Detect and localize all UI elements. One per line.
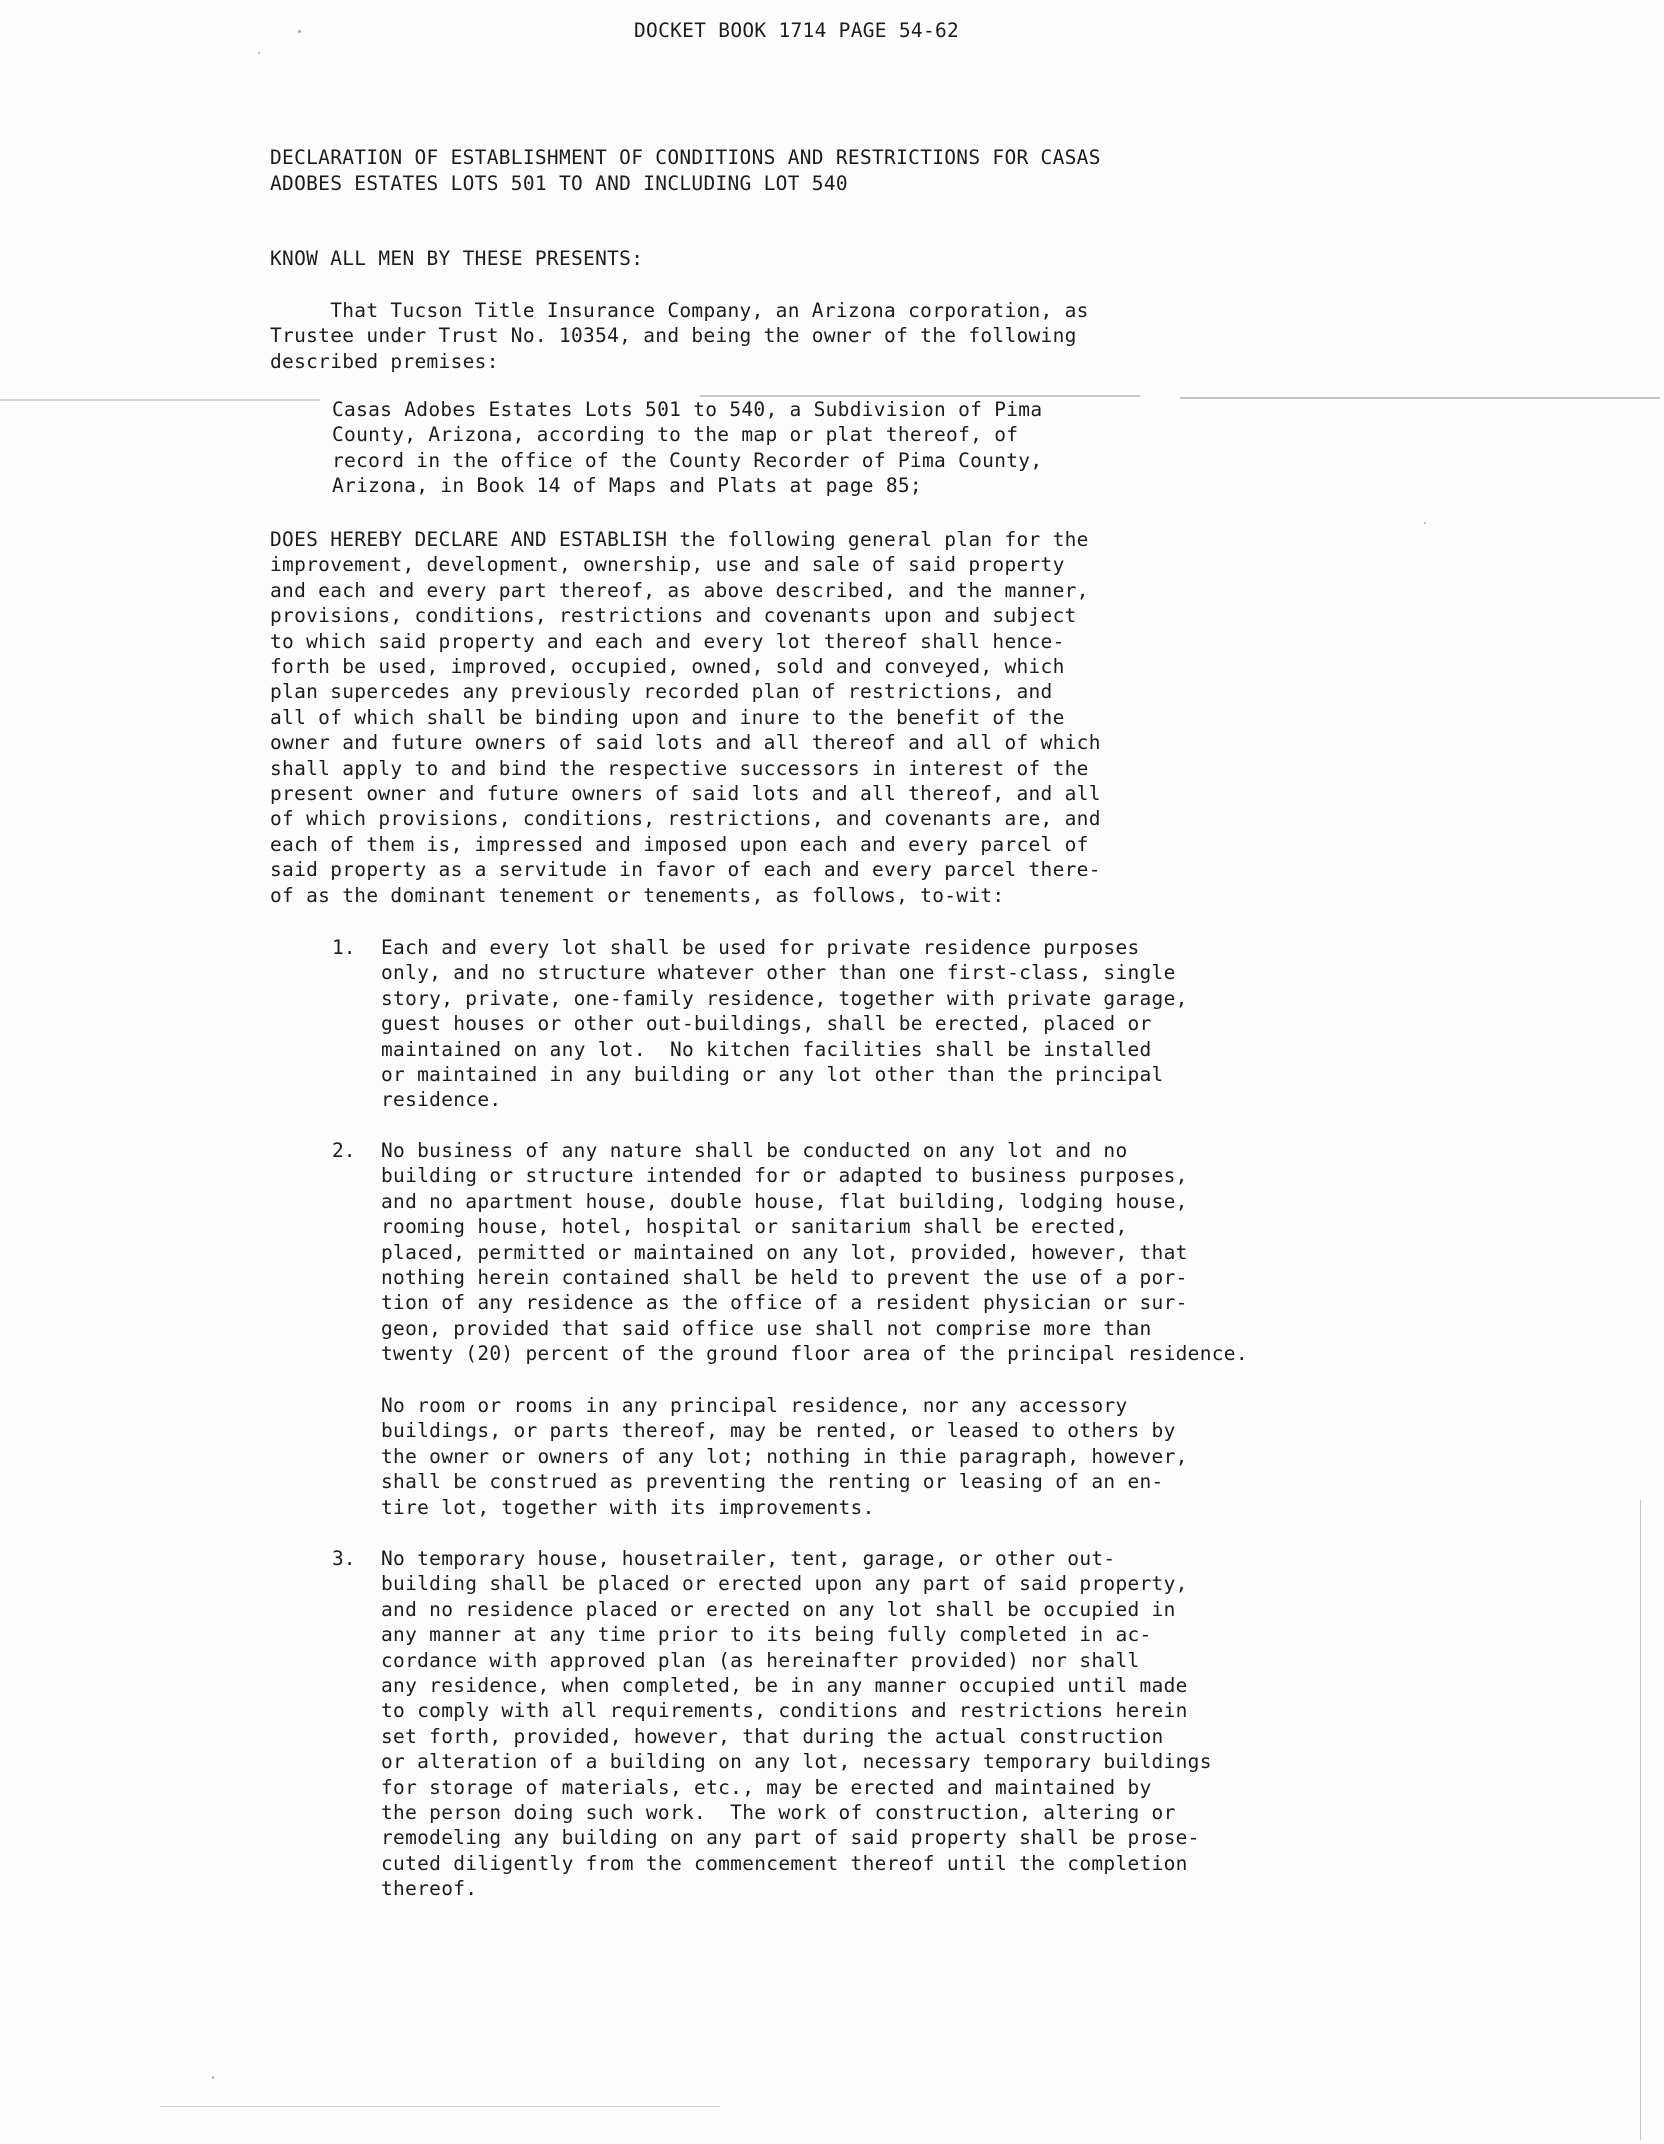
docket-header: DOCKET BOOK 1714 PAGE 54-62 [634, 19, 960, 42]
item-text: No temporary house, housetrailer, tent, garage, or other out- building shall be placed or erected upon any part of said property, and no residence placed or erected on any lot shall be occupied in any manner at any time prior to its being fully completed in ac- cordance with approved plan (as hereinafter provided) nor shall any residence, when completed, be in any manner occupied until made to comply with all requirements, conditions and restrictions herein set forth, provided, however, that during the actual construction or alteration of a building on any lot, necessary temporary buildings for storage of materials, etc., may be erected and maintained by the person doing such work. The work of construction, altering or remodeling any building on any part of said property shall be prose- cuted diligently from the commencement thereof until the completion thereof. [381, 1547, 1212, 1901]
item-number: 3. [332, 1547, 356, 1570]
scan-speck [212, 2076, 214, 2079]
item-text: No business of any nature shall be conducted on any lot and no building or structure intended for or adapted to business purposes, and no apartment house, double house, flat building, lodging house, rooming house, hotel, hospital or sanitarium shall be erected, placed, permitted or maintained on any lot, provided, however, that nothing herein contained shall be held to prevent the use of a por- tion of any residence as the office of a resident physician or sur- geon, provided that said office use shall not comprise more than twenty (20) percent of the ground floor area of the principal residence. [381, 1139, 1248, 1366]
item-number: 1. [332, 936, 356, 959]
scan-edge-right [1640, 1500, 1641, 2140]
scan-streak-bottom [160, 2106, 720, 2107]
premises-description: Casas Adobes Estates Lots 501 to 540, a Subdivision of Pima County, Arizona, according to the map or plat thereof, of record in the office of the County Recorder of Pima County, Arizona, in Book 14 of Maps and Plats at page 85; [332, 398, 1043, 498]
item-text: Each and every lot shall be used for private residence purposes only, and no structure whatever other than one first-class, single story, private, one-family residence, together with private garage, guest houses or other out-buildings, shall be erected, placed or maintained on any lot. No kitchen facilities shall be installed or maintained in any building or any lot other than the principal residence. [381, 936, 1188, 1112]
document-title-line-1: DECLARATION OF ESTABLISHMENT OF CONDITIONS AND RESTRICTIONS FOR CASAS [270, 146, 1101, 169]
scan-streak-left [0, 399, 320, 401]
intro-paragraph: That Tucson Title Insurance Company, an Arizona corporation, as Trustee under Trust No. 10354, and being the owner of the following described premises: [270, 299, 1089, 373]
scan-speck [258, 52, 260, 54]
declaration-paragraph: DOES HEREBY DECLARE AND ESTABLISH the following general plan for the improvement, development, ownership, use and sale of said property and each and every part thereof, as above described, and the manner, provisions, conditions, restrictions and covenants upon and subject to which said property and each and every lot thereof shall hence- forth be used, improved, occupied, owned, sold and conveyed, which plan supercedes any previously recorded plan of restrictions, and all of which shall be binding upon and inure to the benefit of the owner and future owners of said lots and all thereof and all of which shall apply to and bind the respective successors in interest of the present owner and future owners of said lots and all thereof, and all of which provisions, conditions, restrictions, and covenants are, and each of them is, impressed and imposed upon each and every parcel of said property as a servitude in favor of each and every parcel there- of as the dominant tenement or tenements, as follows, to-wit: [270, 528, 1101, 907]
scan-streak-right [1180, 397, 1660, 399]
document-title-line-2: ADOBES ESTATES LOTS 501 TO AND INCLUDING LOT 540 [270, 172, 848, 195]
scan-speck [298, 30, 301, 33]
scan-speck [1424, 522, 1426, 524]
item-number: 2. [332, 1139, 356, 1162]
salutation: KNOW ALL MEN BY THESE PRESENTS: [270, 247, 644, 270]
item-continuation: No room or rooms in any principal residence, nor any accessory buildings, or parts thereof, may be rented, or leased to others by the owner or owners of any lot; nothing in thie paragraph, however, shall be construed as preventing the renting or leasing of an en- tire lot, together with its improvements. [381, 1394, 1188, 1519]
